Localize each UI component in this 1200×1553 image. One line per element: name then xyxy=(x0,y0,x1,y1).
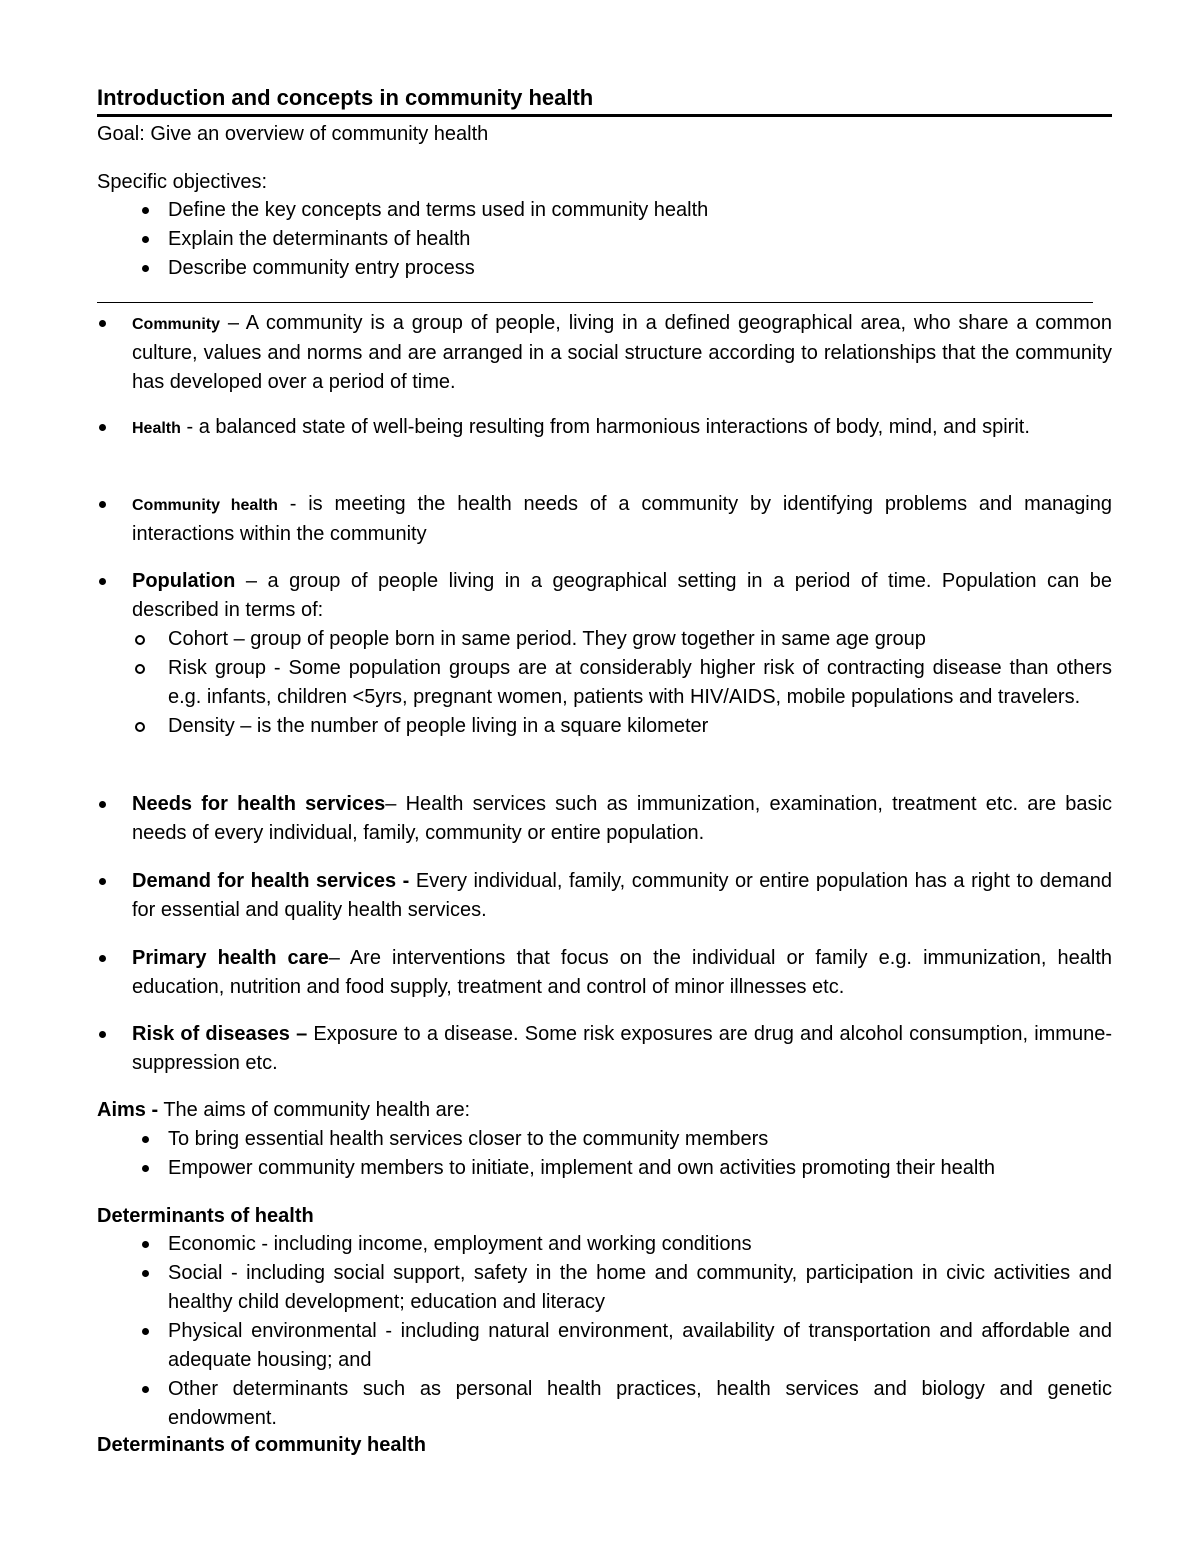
bullet-icon xyxy=(142,236,149,243)
definition-demand: Demand for health services - Every individual, family, community or entire population has a right to demand for essential and quality health services. xyxy=(97,867,1112,925)
objectives-heading: Specific objectives: xyxy=(97,171,268,193)
list-item: Economic - including income, employment and working conditions xyxy=(97,1230,1112,1259)
list-item: Explain the determinants of health xyxy=(97,225,1112,254)
bullet-icon xyxy=(142,1386,149,1393)
aims-list xyxy=(97,1125,1112,1183)
circle-bullet-icon xyxy=(135,664,145,674)
bullet-icon xyxy=(142,1241,149,1248)
list-item: To bring essential health services closer to the community members xyxy=(97,1125,1112,1154)
list-item: Density – is the number of people living in a square kilometer xyxy=(97,712,1112,741)
bullet-icon xyxy=(142,207,149,214)
population-sublist xyxy=(97,625,1112,741)
bullet-icon xyxy=(99,578,106,585)
definition-health: Health - a balanced state of well-being resulting from harmonious interactions of body, mind, and spirit. xyxy=(97,413,1112,443)
list-item: Cohort – group of people born in same period. They grow together in same age group xyxy=(97,625,1112,654)
bullet-icon xyxy=(142,265,149,272)
bullet-icon xyxy=(99,1031,106,1038)
definition-primary-health-care: Primary health care– Are interventions that focus on the individual or family e.g. immunization, health education, nutrition and food supply, treatment and control of minor illnesses etc. xyxy=(97,944,1112,1002)
list-item: Define the key concepts and terms used in community health xyxy=(97,196,1112,225)
definition-population: Population – a group of people living in a geographical setting in a period of time. Population can be described in terms of: Cohort – group of people born in same period. They grow together in same age group Risk group - Some population groups are at considerably higher risk of contracting disease than others e.g. infants, children <5yrs, pregnant women, patients with HIV/AIDS, mobile populations and travelers. Density – is the number of people living in a square kilometer xyxy=(97,567,1112,741)
bullet-icon xyxy=(99,878,106,885)
bullet-icon xyxy=(99,424,106,431)
bullet-icon xyxy=(99,955,106,962)
bullet-icon xyxy=(99,320,106,327)
bullet-icon xyxy=(142,1270,149,1277)
bullet-icon xyxy=(99,501,106,508)
bullet-icon xyxy=(99,801,106,808)
definition-needs: Needs for health services– Health services such as immunization, examination, treatment etc. are basic needs of every individual, family, community or entire population. xyxy=(97,790,1112,848)
determinants-list xyxy=(97,1230,1112,1433)
list-item: Risk group - Some population groups are at considerably higher risk of contracting disease than others e.g. infants, children <5yrs, pregnant women, patients with HIV/AIDS, mobile populations and travelers. xyxy=(97,654,1112,712)
list-item: Social - including social support, safety in the home and community, participation in civic activities and healthy child development; education and literacy xyxy=(97,1259,1112,1317)
bullet-icon xyxy=(142,1136,149,1143)
divider xyxy=(97,302,1093,303)
bullet-icon xyxy=(142,1328,149,1335)
objectives-list xyxy=(97,196,1112,283)
page-title: Introduction and concepts in community health xyxy=(97,84,1112,117)
list-item: Physical environmental - including natural environment, availability of transportation and affordable and adequate housing; and xyxy=(97,1317,1112,1375)
aims-intro: Aims - The aims of community health are: xyxy=(97,1099,471,1121)
definition-community-health: Community health - is meeting the health needs of a community by identifying problems and managing interactions within the community xyxy=(97,490,1112,549)
list-item: Describe community entry process xyxy=(97,254,1112,283)
goal-text: Goal: Give an overview of community health xyxy=(97,123,489,145)
bullet-icon xyxy=(142,1165,149,1172)
definition-risk-of-diseases: Risk of diseases – Exposure to a disease. Some risk exposures are drug and alcohol consumption, immune-suppression etc. xyxy=(97,1020,1112,1078)
community-determinants-heading: Determinants of community health xyxy=(97,1434,426,1456)
list-item: Empower community members to initiate, implement and own activities promoting their health xyxy=(97,1154,1112,1183)
definition-community: Community – A community is a group of people, living in a defined geographical area, who share a common culture, values and norms and are arranged in a social structure according to relationships that the community has developed over a period of time. xyxy=(97,309,1112,397)
list-item: Other determinants such as personal health practices, health services and biology and genetic endowment. xyxy=(97,1375,1112,1433)
determinants-heading: Determinants of health xyxy=(97,1205,314,1227)
circle-bullet-icon xyxy=(135,635,145,645)
circle-bullet-icon xyxy=(135,722,145,732)
